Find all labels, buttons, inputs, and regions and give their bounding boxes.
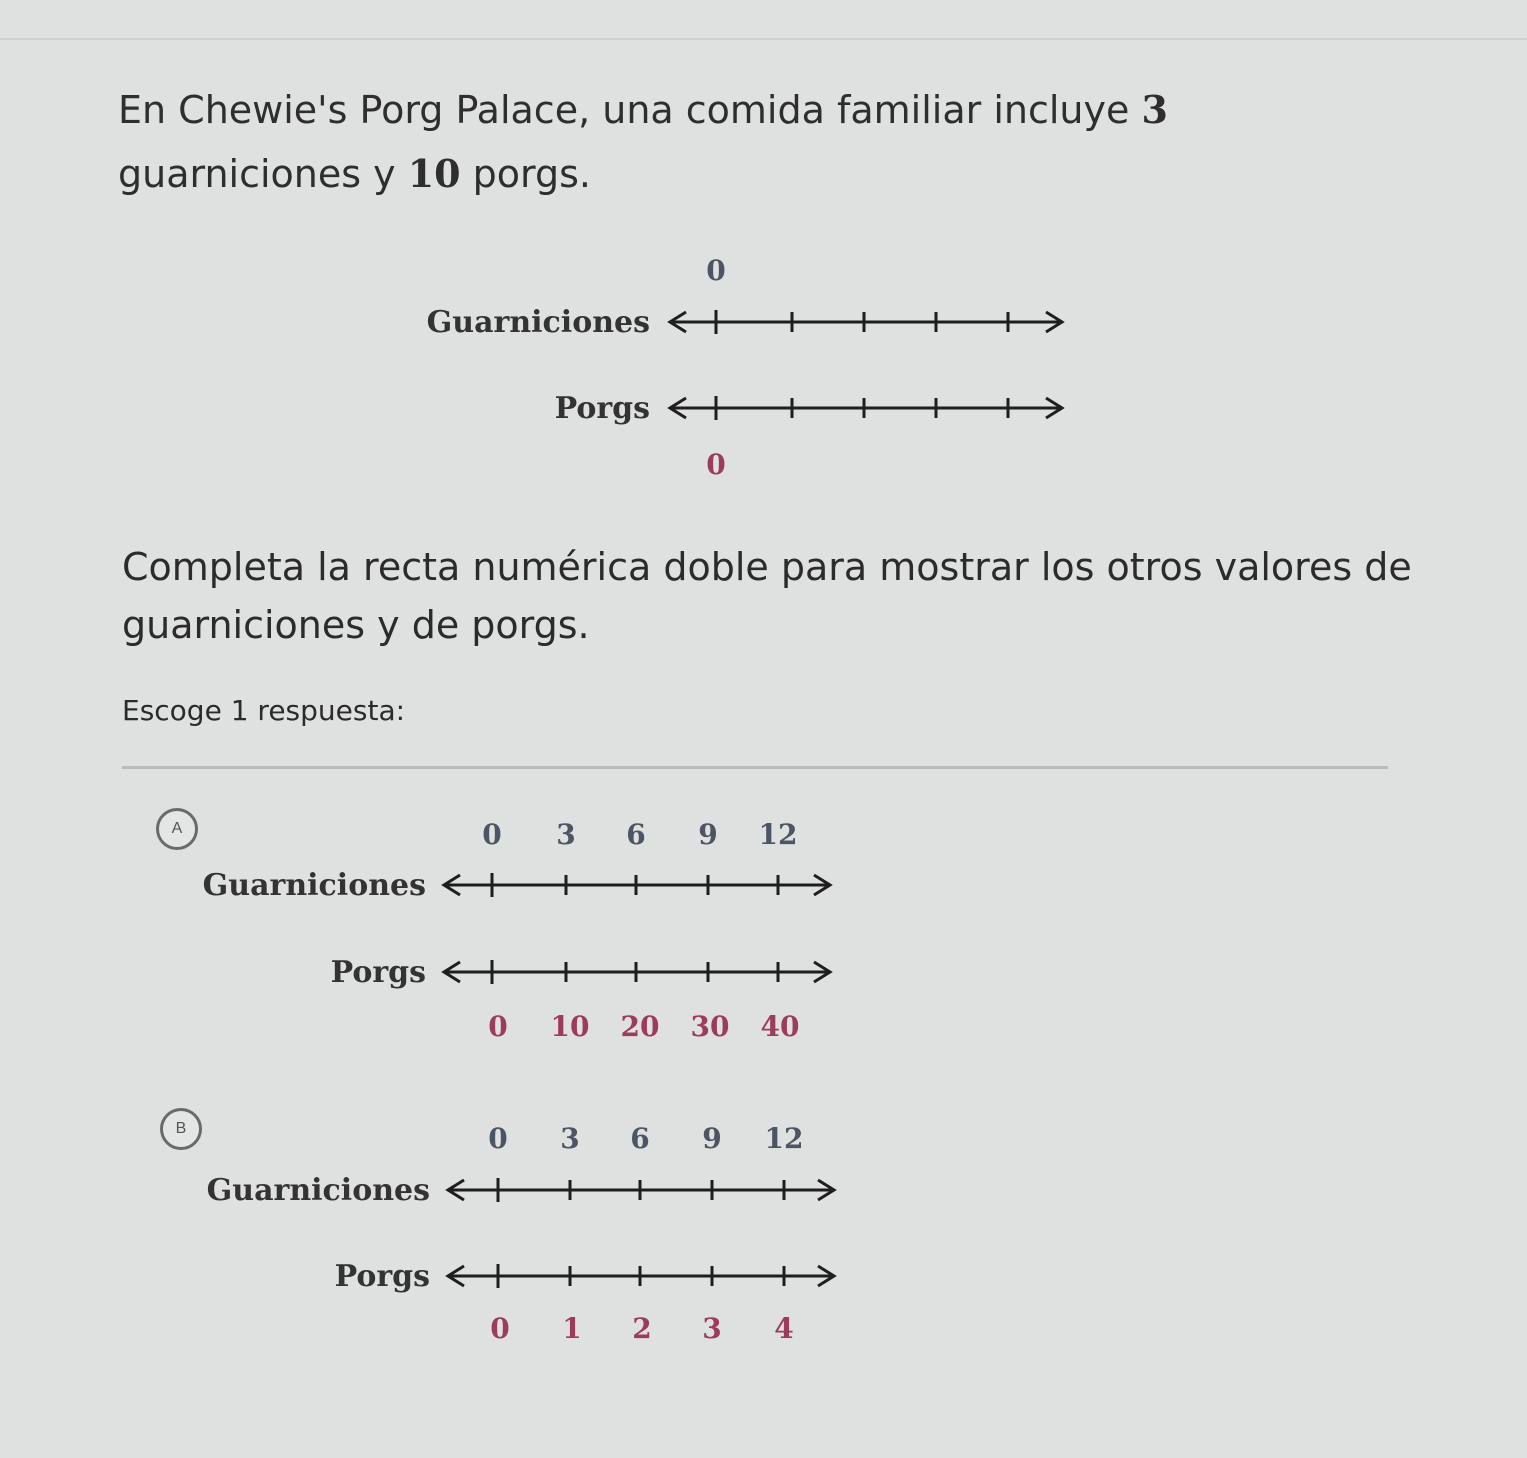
choice-b-double-number-line[interactable] xyxy=(206,1104,874,1364)
choice-a-double-number-line[interactable] xyxy=(202,800,870,1060)
choice-b-bottom-value-2: 2 xyxy=(632,1312,652,1345)
top-value-0: 0 xyxy=(706,254,726,287)
choice-b-bottom-line xyxy=(448,1264,834,1288)
choice-b-bottom-value-1: 1 xyxy=(562,1312,582,1345)
choice-a-top-label: Guarniciones xyxy=(202,868,426,903)
choose-label: Escoge 1 respuesta: xyxy=(122,694,406,727)
problem-text-2: guarniciones y xyxy=(118,152,408,196)
problem-text-1: En Chewie's Porg Palace, una comida familiar incluye xyxy=(118,88,1142,132)
choice-b-bottom-value-4: 4 xyxy=(774,1312,794,1345)
choice-b-top-line xyxy=(448,1178,834,1202)
choice-a-bottom-value-0: 0 xyxy=(488,1010,508,1043)
choice-b-top-value-4: 12 xyxy=(764,1122,804,1155)
choice-a-top-value-3: 9 xyxy=(698,818,718,851)
choice-a-radio[interactable]: A xyxy=(156,808,198,850)
choice-a-top-value-0: 0 xyxy=(482,818,502,851)
choice-b-top-value-2: 6 xyxy=(630,1122,650,1155)
bottom-line xyxy=(670,396,1062,420)
top-line xyxy=(670,310,1062,334)
choice-a-top-line xyxy=(444,873,830,897)
choice-b-bottom-value-0: 0 xyxy=(490,1312,510,1345)
top-divider xyxy=(0,38,1527,40)
choice-b-top-value-1: 3 xyxy=(560,1122,580,1155)
problem-porgs-number: 10 xyxy=(407,151,461,196)
question-prompt: Completa la recta numérica doble para mostrar los otros valores de guarniciones y de porgs. xyxy=(122,545,1412,647)
choice-b-radio[interactable]: B xyxy=(160,1108,202,1150)
choice-a-bottom-line xyxy=(444,960,830,984)
bottom-line-label: Porgs xyxy=(554,391,650,426)
choice-a-bottom-value-1: 10 xyxy=(550,1010,590,1043)
choice-b-top-label: Guarniciones xyxy=(206,1173,430,1208)
choice-a-bottom-value-4: 40 xyxy=(760,1010,800,1043)
choice-b-bottom-value-3: 3 xyxy=(702,1312,722,1345)
choice-a-top-value-1: 3 xyxy=(556,818,576,851)
choice-b-bottom-label: Porgs xyxy=(334,1259,430,1294)
choice-a-bottom-label: Porgs xyxy=(330,955,426,990)
top-line-label: Guarniciones xyxy=(426,305,650,340)
choice-a-top-value-2: 6 xyxy=(626,818,646,851)
problem-sides-number: 3 xyxy=(1141,87,1168,132)
choice-a-bottom-value-3: 30 xyxy=(690,1010,730,1043)
problem-statement xyxy=(118,78,1418,206)
choice-b-top-value-0: 0 xyxy=(488,1122,508,1155)
choice-a-bottom-value-2: 20 xyxy=(620,1010,660,1043)
main-double-number-line xyxy=(426,240,1100,481)
answers-divider xyxy=(122,766,1388,769)
choice-b-top-value-3: 9 xyxy=(702,1122,722,1155)
choice-a-top-value-4: 12 xyxy=(758,818,798,851)
problem-text-3: porgs. xyxy=(460,152,591,196)
bottom-value-0: 0 xyxy=(706,448,726,481)
